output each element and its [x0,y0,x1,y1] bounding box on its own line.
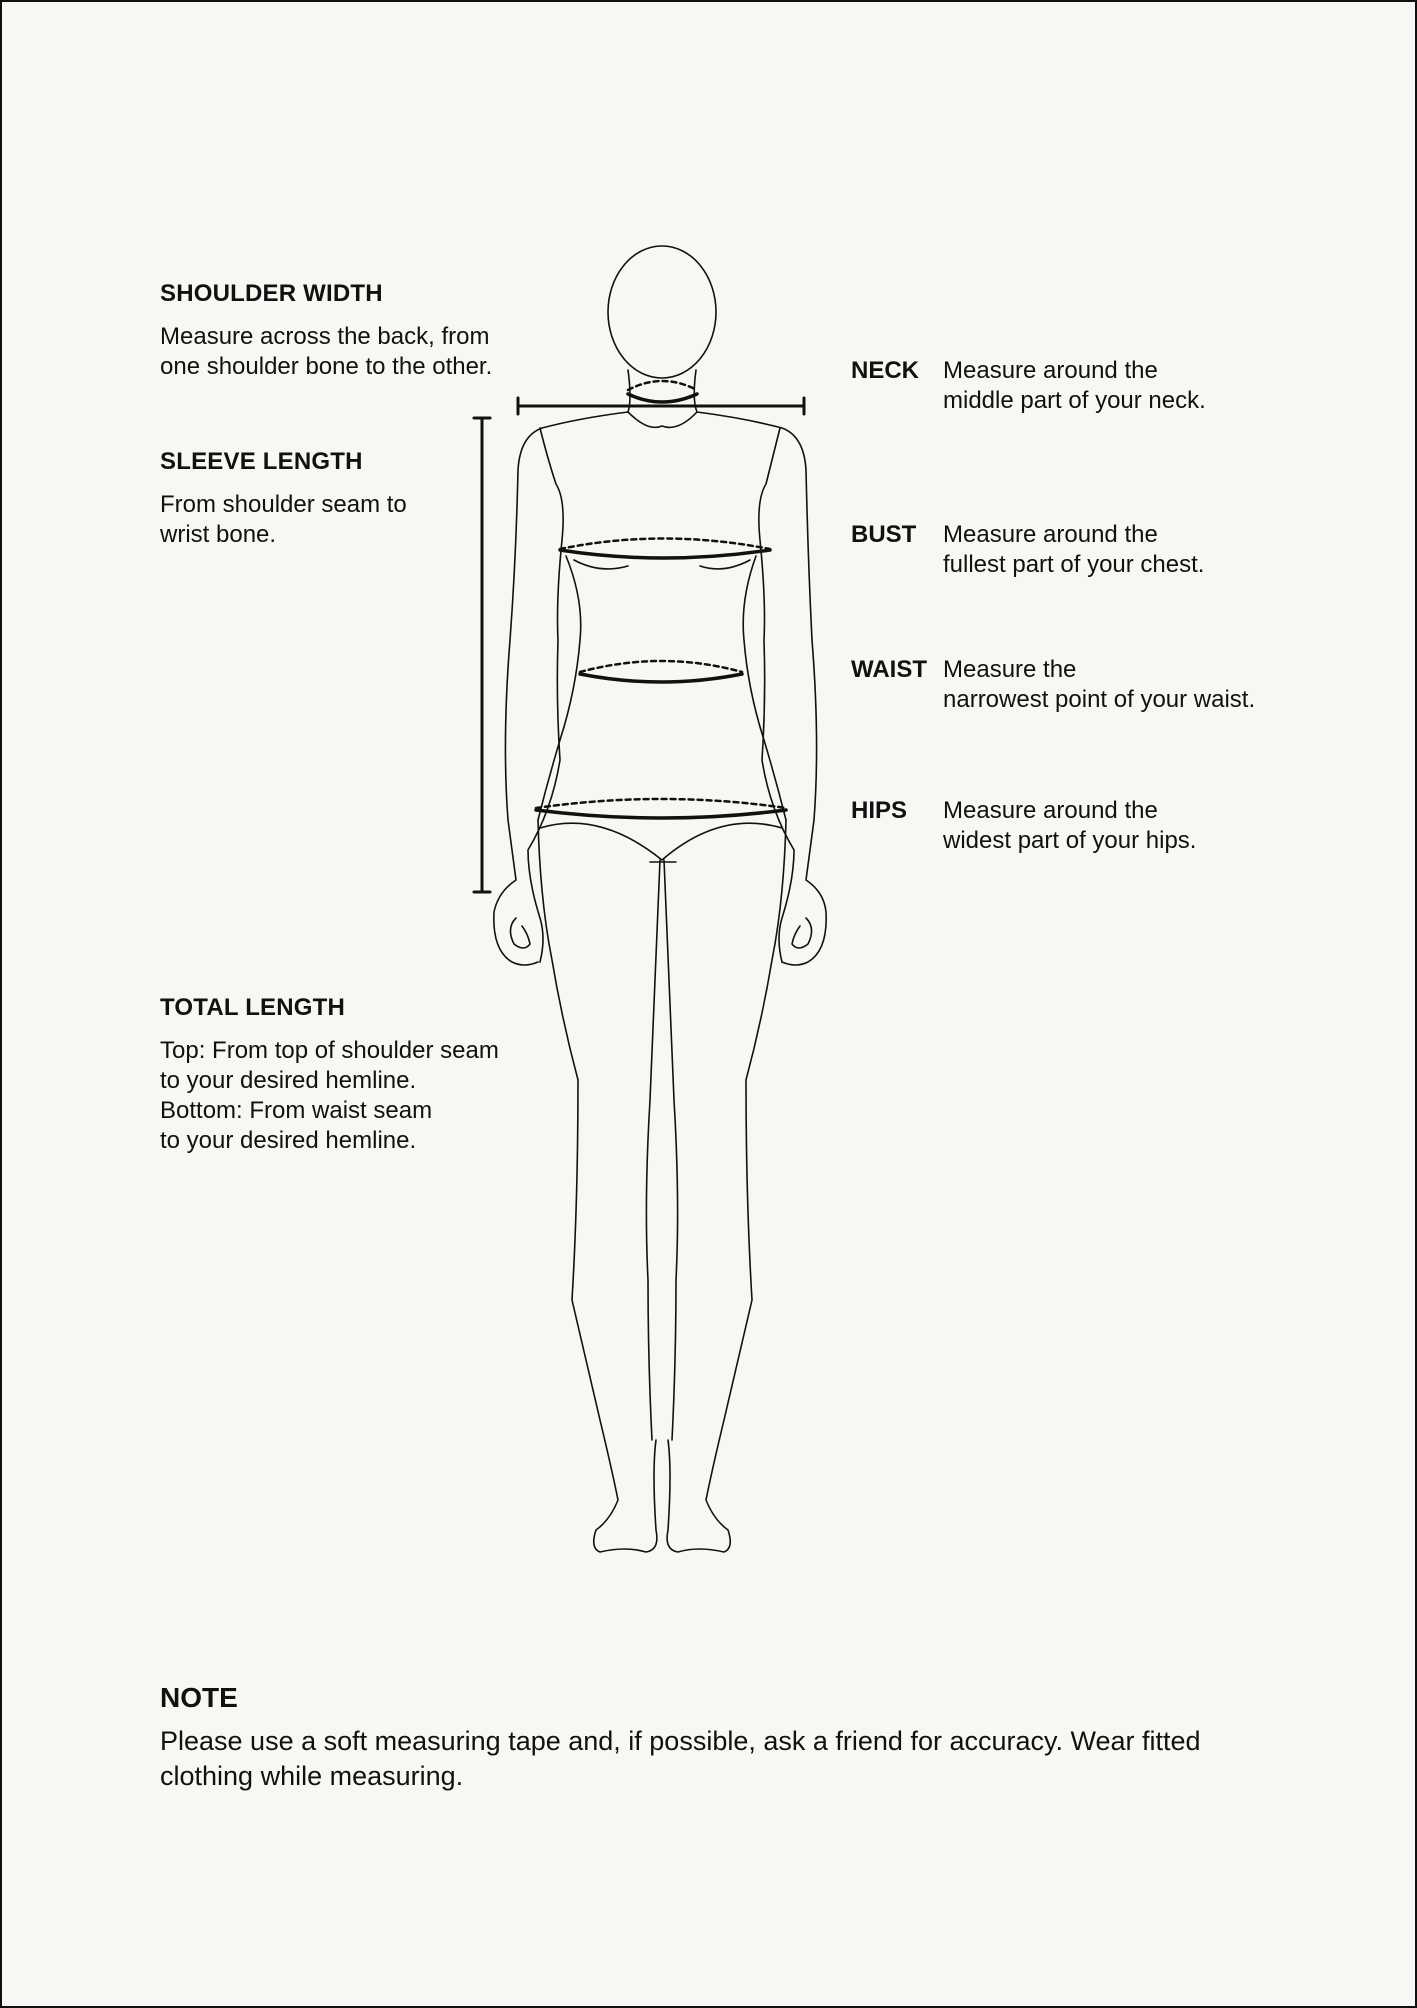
neck-title: NECK [851,357,920,384]
total-length-bottom-line2: to your desired hemline. [160,1127,417,1154]
note-text: Please use a soft measuring tape and, if possible, ask a friend for accuracy. Wear fitted clothing while measuring. [160,1726,1201,1791]
total-length-top-text: From top of shoulder seam [205,1037,499,1064]
right-leg-inner [664,860,678,1440]
hip-crease [540,823,782,860]
left-hand [510,918,530,948]
hips-title: HIPS [851,797,908,824]
note-title: NOTE [160,1682,238,1713]
note-section [160,1682,1290,1794]
shoulder-width-desc-line2: one shoulder bone to the other. [160,353,493,380]
right-leg-outer [667,820,786,1552]
waist-desc-line1: Measure the [943,656,1077,683]
bust-desc-line2: fullest part of your chest. [943,551,1205,578]
waist-label [851,655,1255,715]
sleeve-length-desc-line2: wrist bone. [160,521,277,548]
hips-desc-line1: Measure around the [943,797,1158,824]
neck-desc [943,356,1206,416]
neck-ring [628,381,697,402]
bust-title: BUST [851,521,917,548]
bust-desc-line1: Measure around the [943,521,1158,548]
total-length-bottom-text: From waist seam [242,1097,433,1124]
neck-label [851,356,1206,416]
shoulder-width-title: SHOULDER WIDTH [160,280,383,307]
waist-ring [580,661,742,682]
total-length-top-line1 [160,1036,580,1066]
left-leg-inner [646,860,660,1440]
left-leg-outer [538,820,657,1552]
bust-label [851,520,1204,580]
right-hand [792,918,812,948]
sleeve-length-label [160,448,540,550]
total-length-bottom-label: Bottom: [160,1097,243,1124]
total-length-title: TOTAL LENGTH [160,994,346,1021]
total-length-top-label: Top: [160,1037,206,1064]
hips-desc [943,796,1196,856]
bust-desc [943,520,1204,580]
waist-title: WAIST [851,656,927,683]
neck-desc-line2: middle part of your neck. [943,387,1206,414]
shoulder-width-desc-line1: Measure across the back, from [160,323,490,350]
right-arm-inner [759,428,794,962]
head-outline [608,246,716,378]
hips-ring [536,799,786,818]
total-length-top-line2: to your desired hemline. [160,1067,417,1094]
torso-waist-left [538,556,581,820]
sleeve-length-desc-line1: From shoulder seam to [160,491,407,518]
waist-desc-line2: narrowest point of your waist. [943,686,1256,713]
waist-desc [943,655,1255,715]
hips-label [851,796,1196,856]
total-length-bottom-line1 [160,1096,580,1126]
hips-desc-line2: widest part of your hips. [943,827,1197,854]
bust-ring [560,539,770,559]
total-length-label [160,994,580,1156]
bust-left-curve [574,560,628,569]
neck-desc-line1: Measure around the [943,357,1158,384]
sleeve-length-title: SLEEVE LENGTH [160,448,363,475]
bust-right-curve [700,560,750,569]
shoulder-width-label [160,280,540,382]
